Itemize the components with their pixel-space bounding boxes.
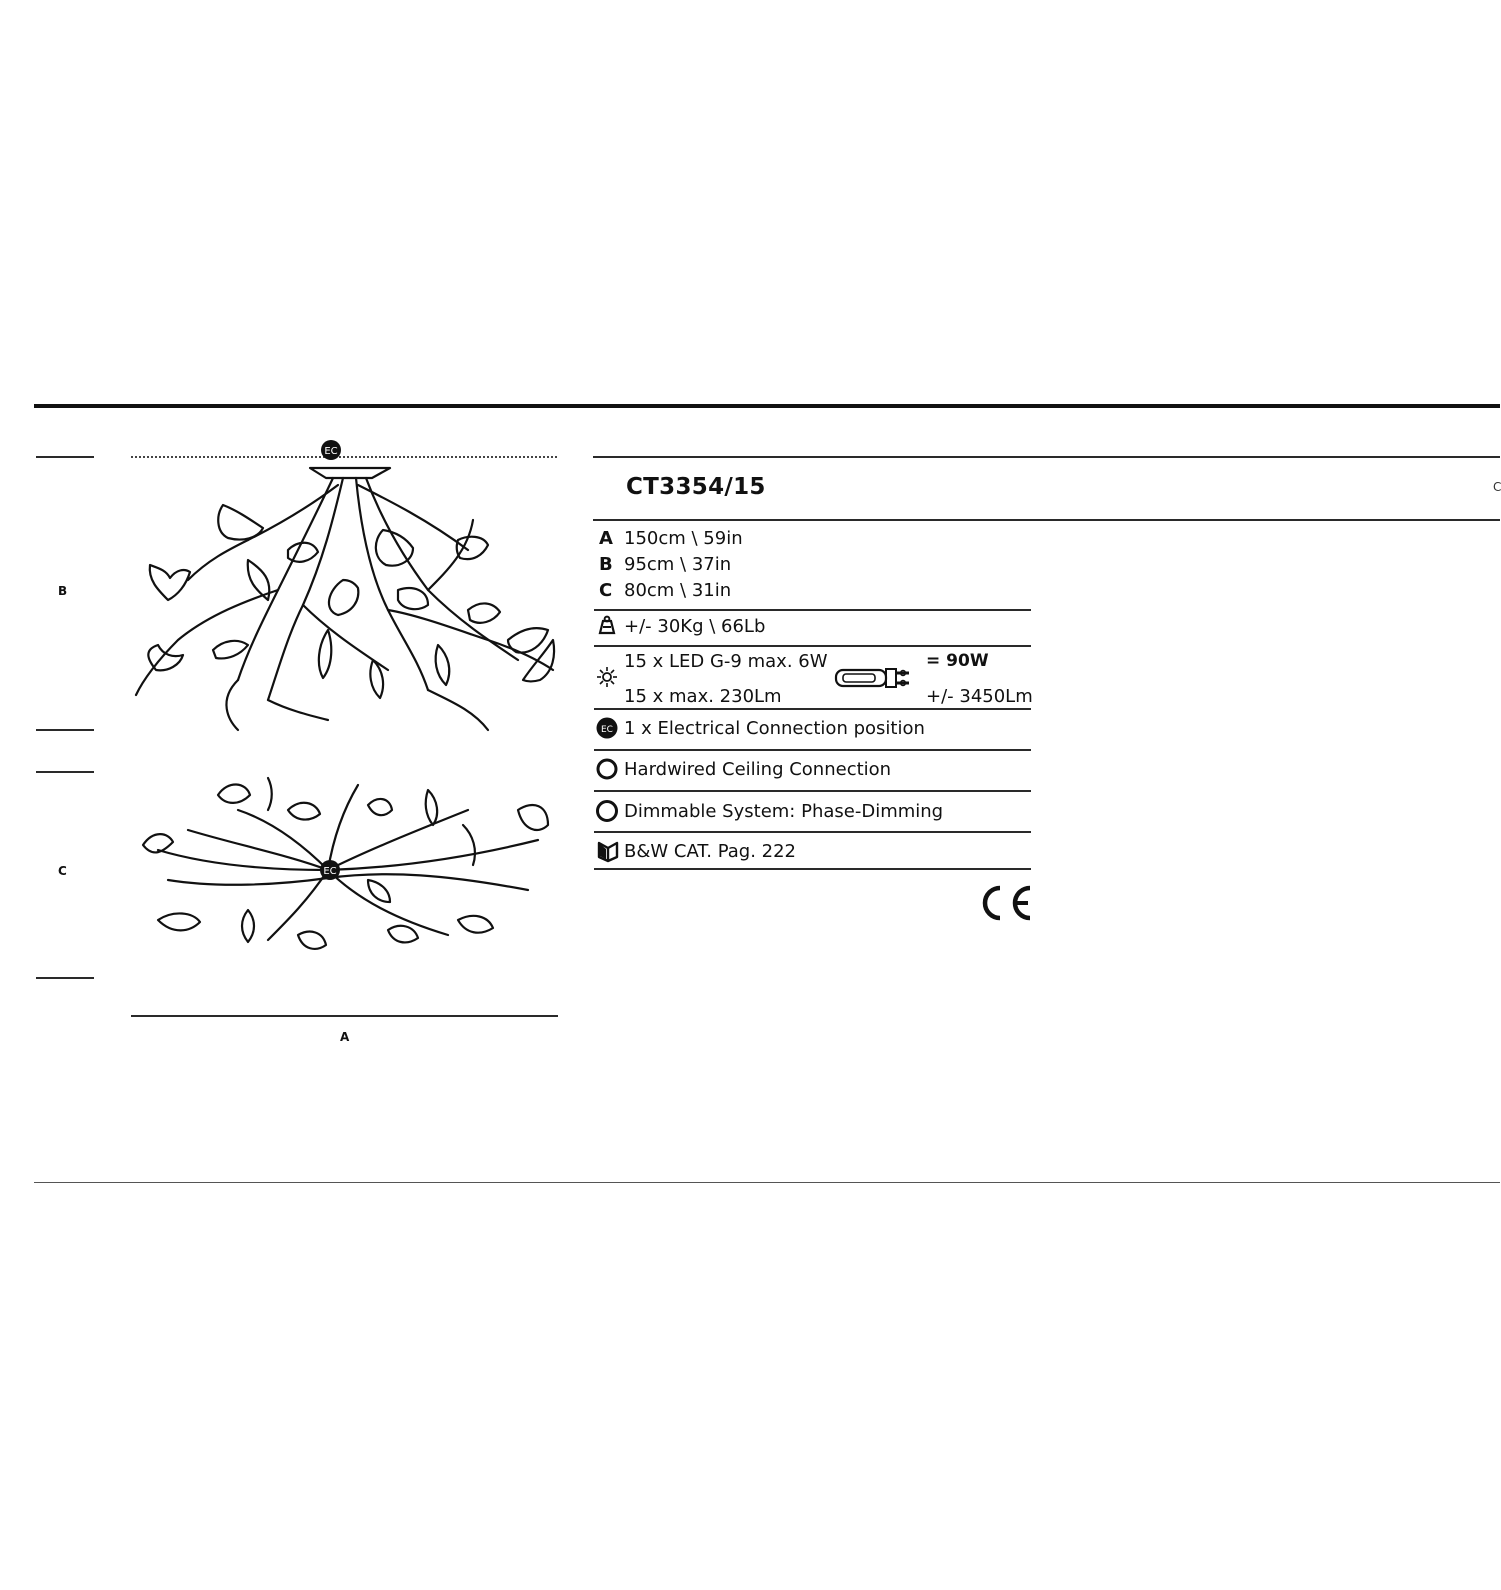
row-divider-1 [594,609,1031,611]
dim-tick-b-bottom [36,729,94,731]
dim-key-a: A [599,528,613,549]
dim-key-c: C [599,580,613,601]
led-bulb-icon [833,664,913,692]
dimming-system: Dimmable System: Phase-Dimming [624,801,944,822]
dimension-label-b: B [58,584,68,598]
row-divider-6 [594,831,1031,833]
ec-icon-text: EC [601,725,613,735]
dim-tick-c-top [36,771,94,773]
total-power: = 90W [926,651,989,671]
row-divider-5 [594,790,1031,792]
row-divider-3 [594,708,1031,710]
side-view-drawing [128,440,560,740]
top-border [34,404,1500,408]
dim-line-a [131,1015,558,1017]
dim-value-a: 150cm \ 59in [624,528,743,549]
electrical-connection: 1 x Electrical Connection position [624,718,925,739]
weight-icon [598,615,616,635]
dim-key-b: B [599,554,613,575]
ec-badge-top: EC [324,446,338,457]
ec-icon [596,717,618,739]
ce-mark [978,884,1034,922]
lumens-total: +/- 3450Lm [926,686,1033,707]
catalog-reference: B&W CAT. Pag. 222 [624,841,796,862]
dimension-label-c: C [58,864,67,878]
ec-badge-center: EC [323,866,337,877]
hardwired-connection: Hardwired Ceiling Connection [624,759,892,780]
top-view-drawing [128,770,560,980]
weight-value: +/- 30Kg \ 66Lb [624,616,766,637]
lamp-spec: 15 x LED G-9 max. 6W [624,651,828,672]
spec-title-rule [593,519,1500,521]
circle-icon [596,758,618,780]
light-icon [596,666,618,688]
dim-tick-c-bottom [36,977,94,979]
cut-off-text: C [1493,480,1501,494]
row-divider-2 [594,645,1031,647]
lumens-each: 15 x max. 230Lm [624,686,782,707]
dim-value-b: 95cm \ 37in [624,554,732,575]
bottom-border [34,1182,1500,1183]
dim-value-c: 80cm \ 31in [624,580,732,601]
catalog-icon [597,840,619,862]
dimension-label-a: A [340,1030,350,1044]
dim-tick-b-top [36,456,94,458]
spec-top-rule [593,456,1500,458]
row-divider-7 [594,868,1031,870]
row-divider-4 [594,749,1031,751]
product-code: CT3354/15 [626,474,766,500]
dimmer-icon [596,800,618,822]
